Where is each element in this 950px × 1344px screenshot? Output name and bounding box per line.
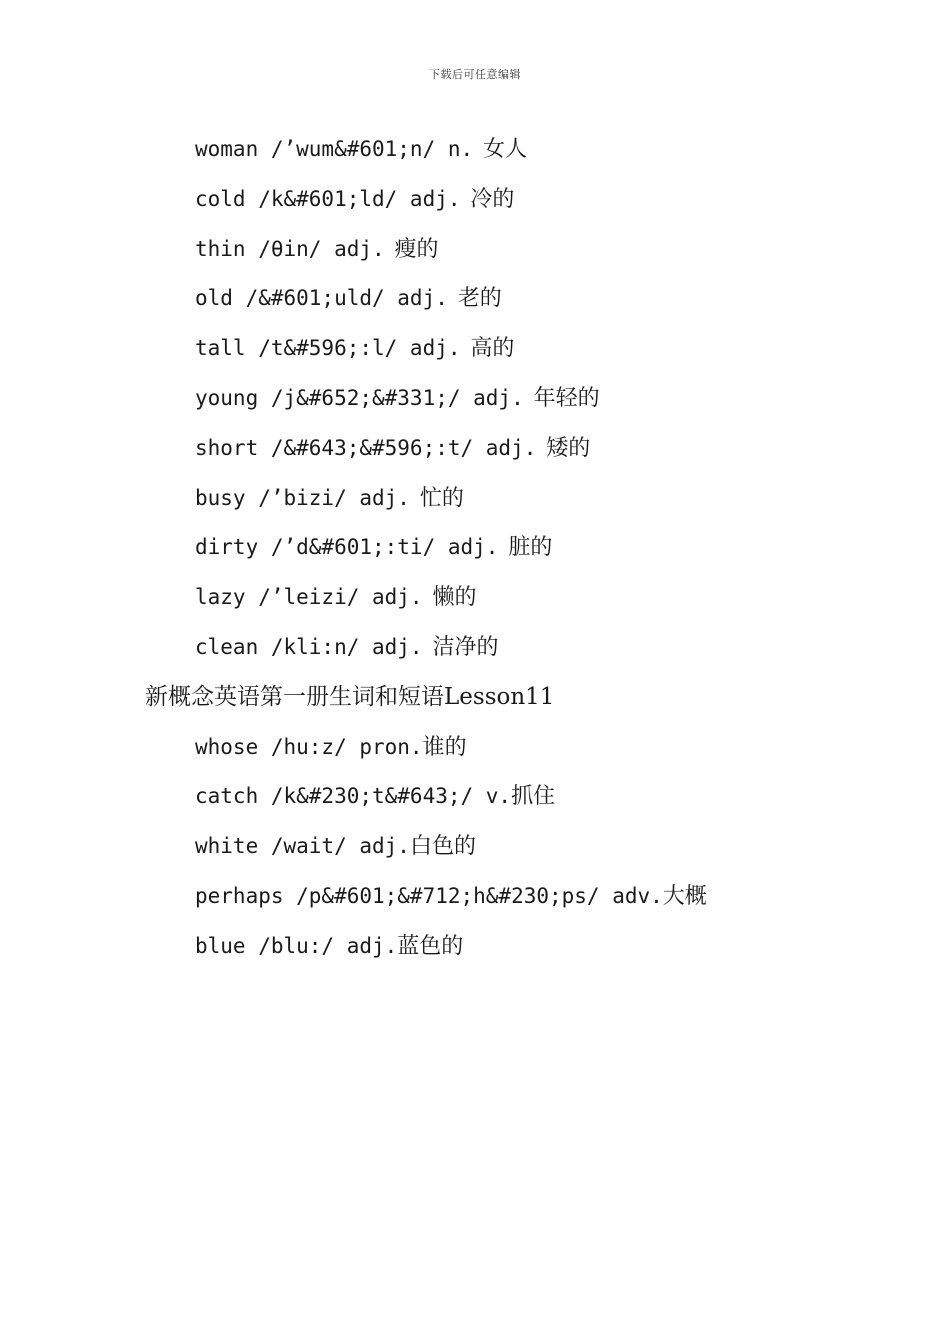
vocab-chinese: 蓝色的 xyxy=(397,933,464,959)
vocab-chinese: 冷的 xyxy=(470,186,515,212)
vocab-entry xyxy=(0,529,950,579)
section-heading: 新概念英语第一册生词和短语Lesson11 xyxy=(145,683,555,710)
vocab-chinese: 矮的 xyxy=(546,435,591,461)
vocab-chinese: 懒的 xyxy=(432,585,477,611)
vocab-english: blue /blu:/ adj. xyxy=(195,933,398,958)
vocab-entry xyxy=(0,131,950,181)
vocab-entry xyxy=(0,380,950,430)
vocab-chinese: 女人 xyxy=(483,137,528,162)
vocab-entry xyxy=(0,231,950,281)
vocab-english: busy /’bizi/ adj. xyxy=(195,485,410,510)
vocab-chinese: 抓住 xyxy=(511,784,556,810)
vocab-chinese: 白色的 xyxy=(409,834,476,860)
vocab-english: catch /k&#230;t&#643;/ v. xyxy=(195,784,512,809)
vocab-chinese: 大概 xyxy=(662,883,707,909)
vocab-english: clean /kli:n/ adj. xyxy=(195,634,423,659)
vocab-english: young /j&#652;&#331;/ adj. xyxy=(195,385,524,410)
vocab-chinese: 脏的 xyxy=(508,535,553,561)
vocab-english: white /wait/ adj. xyxy=(195,834,410,859)
vocab-entry xyxy=(0,629,950,679)
vocab-entry xyxy=(0,480,950,530)
vocab-english: cold /k&#601;ld/ adj. xyxy=(195,186,461,211)
vocab-chinese: 洁净的 xyxy=(432,634,499,660)
vocab-english: short /&#643;&#596;:t/ adj. xyxy=(195,435,537,460)
vocab-entry xyxy=(0,729,950,779)
vocab-entry xyxy=(0,778,950,828)
vocab-entry xyxy=(0,828,950,878)
page-header: 下载后可任意编辑 xyxy=(429,68,521,81)
vocabulary-list xyxy=(0,131,950,978)
vocab-chinese: 年轻的 xyxy=(533,385,600,411)
vocab-chinese: 瘦的 xyxy=(394,236,439,262)
vocab-chinese: 谁的 xyxy=(422,734,467,760)
vocab-entry xyxy=(0,579,950,629)
vocab-english: woman /’wum&#601;n/ n. xyxy=(195,137,474,161)
vocab-english: thin /θin/ adj. xyxy=(195,236,385,261)
vocab-chinese: 忙的 xyxy=(419,485,464,511)
vocab-entry xyxy=(0,928,950,978)
vocab-english: whose /hu:z/ pron. xyxy=(195,734,423,759)
vocab-chinese: 高的 xyxy=(470,336,515,362)
vocab-english: lazy /’leizi/ adj. xyxy=(195,585,423,610)
vocab-english: tall /t&#596;:l/ adj. xyxy=(195,336,461,361)
vocab-entry xyxy=(0,280,950,330)
vocab-english: old /&#601;uld/ adj. xyxy=(195,286,448,311)
vocab-entry xyxy=(0,430,950,480)
vocab-english: perhaps /p&#601;&#712;h&#230;ps/ adv. xyxy=(195,883,663,908)
vocab-entry xyxy=(0,181,950,231)
vocab-english: dirty /’d&#601;:ti/ adj. xyxy=(195,535,499,560)
vocab-chinese: 老的 xyxy=(457,286,502,312)
vocab-entry xyxy=(0,878,950,928)
vocab-entry xyxy=(0,330,950,380)
